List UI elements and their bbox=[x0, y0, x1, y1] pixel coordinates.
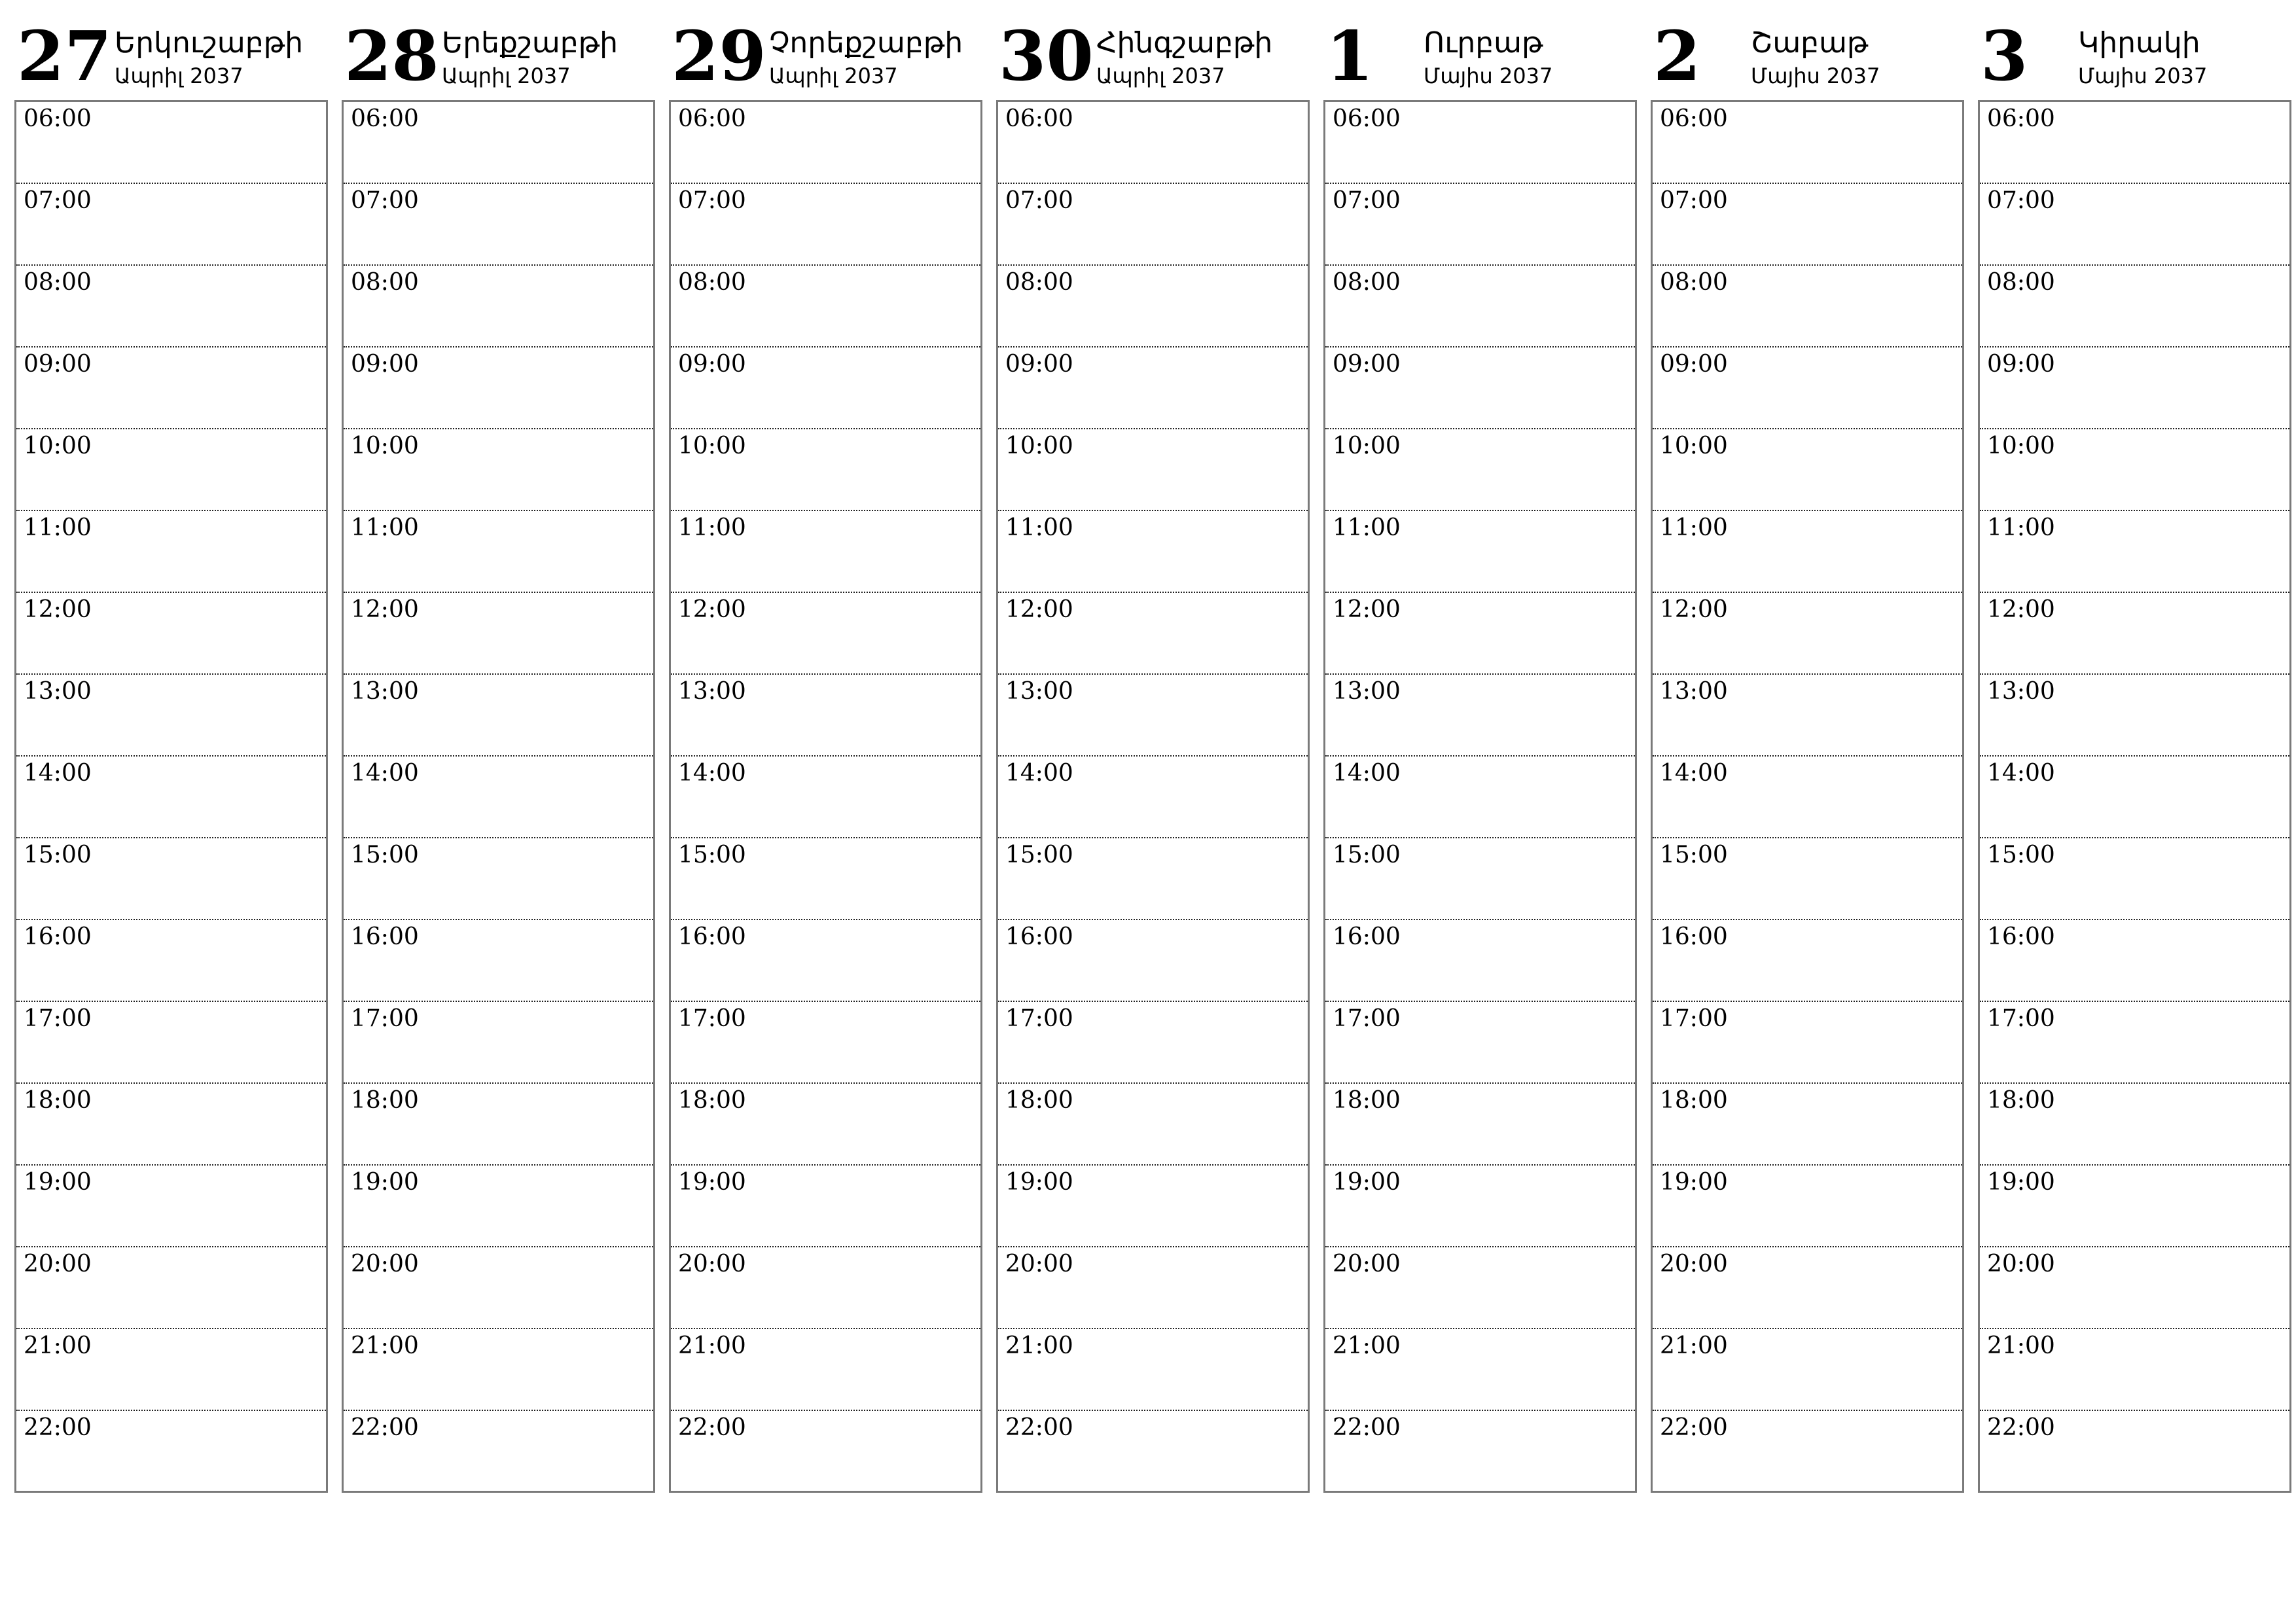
time-slot[interactable]: 21:00 bbox=[671, 1329, 980, 1411]
time-slot[interactable]: 12:00 bbox=[671, 593, 980, 675]
time-slot[interactable]: 18:00 bbox=[16, 1084, 326, 1166]
time-slot[interactable]: 15:00 bbox=[1325, 838, 1635, 920]
day-column bbox=[342, 14, 655, 1493]
time-slot[interactable]: 20:00 bbox=[1653, 1247, 1962, 1329]
time-slot[interactable]: 16:00 bbox=[671, 920, 980, 1002]
time-slot[interactable]: 09:00 bbox=[1325, 348, 1635, 429]
day-number: 2 bbox=[1653, 16, 1701, 96]
time-slot[interactable]: 07:00 bbox=[1325, 184, 1635, 266]
time-slot[interactable]: 15:00 bbox=[16, 838, 326, 920]
time-slots bbox=[996, 100, 1310, 1493]
weekday-label: Ուրբաթ bbox=[1424, 26, 1543, 60]
time-slot[interactable]: 18:00 bbox=[1653, 1084, 1962, 1166]
day-meta bbox=[115, 26, 303, 88]
time-slot[interactable]: 10:00 bbox=[998, 429, 1308, 511]
time-slot[interactable]: 08:00 bbox=[1653, 266, 1962, 348]
day-meta bbox=[1751, 26, 1880, 88]
day-header bbox=[1978, 14, 2291, 100]
day-header bbox=[14, 14, 328, 100]
time-slot[interactable]: 06:00 bbox=[344, 102, 653, 184]
time-slot[interactable]: 08:00 bbox=[344, 266, 653, 348]
time-slot[interactable]: 08:00 bbox=[671, 266, 980, 348]
time-slot[interactable]: 16:00 bbox=[1980, 920, 2289, 1002]
time-slot[interactable]: 11:00 bbox=[1325, 511, 1635, 593]
time-slot[interactable]: 19:00 bbox=[671, 1166, 980, 1247]
time-slot[interactable]: 08:00 bbox=[1980, 266, 2289, 348]
time-slot[interactable]: 06:00 bbox=[1325, 102, 1635, 184]
time-slot[interactable]: 08:00 bbox=[16, 266, 326, 348]
time-slot[interactable]: 12:00 bbox=[1325, 593, 1635, 675]
time-slot[interactable]: 21:00 bbox=[344, 1329, 653, 1411]
time-slots bbox=[342, 100, 655, 1493]
time-slot[interactable]: 18:00 bbox=[344, 1084, 653, 1166]
month-year-label: Ապրիլ 2037 bbox=[1096, 63, 1225, 88]
time-slot[interactable]: 07:00 bbox=[16, 184, 326, 266]
time-slot[interactable]: 12:00 bbox=[998, 593, 1308, 675]
time-slot[interactable]: 18:00 bbox=[1325, 1084, 1635, 1166]
time-slot[interactable]: 17:00 bbox=[1325, 1002, 1635, 1084]
time-slot[interactable]: 12:00 bbox=[344, 593, 653, 675]
time-slot[interactable]: 13:00 bbox=[1325, 675, 1635, 757]
weekday-label: Շաբաթ bbox=[1751, 26, 1869, 60]
time-slot[interactable]: 08:00 bbox=[998, 266, 1308, 348]
time-slot[interactable]: 15:00 bbox=[671, 838, 980, 920]
weekday-label: Հինգշաբթի bbox=[1096, 26, 1273, 60]
time-slot[interactable]: 22:00 bbox=[351, 1414, 419, 1441]
time-slot[interactable]: 19:00 bbox=[1980, 1166, 2289, 1247]
time-slot[interactable]: 07:00 bbox=[671, 184, 980, 266]
time-slot[interactable]: 06:00 bbox=[1980, 102, 2289, 184]
time-slot[interactable]: 14:00 bbox=[1325, 757, 1635, 838]
time-slot[interactable]: 14:00 bbox=[344, 757, 653, 838]
day-number: 29 bbox=[672, 16, 766, 96]
time-slot[interactable]: 16:00 bbox=[1325, 920, 1635, 1002]
time-slot[interactable]: 09:00 bbox=[16, 348, 326, 429]
time-slot[interactable]: 16:00 bbox=[344, 920, 653, 1002]
time-slot[interactable]: 12:00 bbox=[16, 593, 326, 675]
time-slot[interactable]: 14:00 bbox=[16, 757, 326, 838]
day-meta bbox=[1096, 26, 1272, 88]
time-slot[interactable]: 22:00 bbox=[1660, 1414, 1728, 1441]
time-slot[interactable]: 20:00 bbox=[671, 1247, 980, 1329]
time-slot[interactable]: 20:00 bbox=[998, 1247, 1308, 1329]
time-slot[interactable]: 22:00 bbox=[678, 1414, 746, 1441]
time-slots bbox=[1651, 100, 1964, 1493]
time-slot[interactable]: 11:00 bbox=[671, 511, 980, 593]
month-year-label: Մայիս 2037 bbox=[1424, 63, 1553, 88]
time-slot[interactable]: 09:00 bbox=[344, 348, 653, 429]
time-slot[interactable]: 19:00 bbox=[998, 1166, 1308, 1247]
time-slot[interactable]: 13:00 bbox=[1980, 675, 2289, 757]
time-slot[interactable]: 13:00 bbox=[671, 675, 980, 757]
weekday-label: Կիրակի bbox=[2078, 26, 2200, 60]
time-slot[interactable]: 11:00 bbox=[998, 511, 1308, 593]
time-slot[interactable]: 15:00 bbox=[998, 838, 1308, 920]
day-header bbox=[342, 14, 655, 100]
time-slot[interactable]: 21:00 bbox=[1980, 1329, 2289, 1411]
time-slot[interactable]: 18:00 bbox=[1980, 1084, 2289, 1166]
time-slot[interactable]: 21:00 bbox=[1325, 1329, 1635, 1411]
time-slot[interactable]: 17:00 bbox=[16, 1002, 326, 1084]
day-column bbox=[996, 14, 1310, 1493]
time-slot[interactable]: 14:00 bbox=[998, 757, 1308, 838]
time-slot[interactable]: 10:00 bbox=[344, 429, 653, 511]
time-slot[interactable]: 18:00 bbox=[671, 1084, 980, 1166]
time-slot[interactable]: 10:00 bbox=[671, 429, 980, 511]
day-number: 1 bbox=[1326, 16, 1374, 96]
time-slot[interactable]: 18:00 bbox=[998, 1084, 1308, 1166]
day-number: 30 bbox=[999, 16, 1094, 96]
time-slot[interactable]: 19:00 bbox=[1653, 1166, 1962, 1247]
time-slot[interactable]: 22:00 bbox=[1333, 1414, 1401, 1441]
time-slot[interactable]: 07:00 bbox=[1980, 184, 2289, 266]
time-slot[interactable]: 20:00 bbox=[16, 1247, 326, 1329]
time-slot[interactable]: 13:00 bbox=[998, 675, 1308, 757]
time-slot[interactable]: 13:00 bbox=[16, 675, 326, 757]
time-slot[interactable]: 20:00 bbox=[1325, 1247, 1635, 1329]
day-column bbox=[669, 14, 982, 1493]
time-slot[interactable]: 11:00 bbox=[1980, 511, 2289, 593]
weekday-label: Երեքշաբթի bbox=[442, 26, 619, 60]
time-slot[interactable]: 06:00 bbox=[16, 102, 326, 184]
time-slot[interactable]: 10:00 bbox=[1653, 429, 1962, 511]
time-slot[interactable]: 08:00 bbox=[1325, 266, 1635, 348]
time-slot[interactable]: 11:00 bbox=[16, 511, 326, 593]
month-year-label: Ապրիլ 2037 bbox=[115, 63, 243, 88]
time-slot[interactable]: 10:00 bbox=[1980, 429, 2289, 511]
time-slot[interactable]: 21:00 bbox=[998, 1329, 1308, 1411]
time-slot[interactable]: 22:00 bbox=[24, 1414, 92, 1441]
time-slot[interactable]: 16:00 bbox=[1653, 920, 1962, 1002]
time-slot[interactable]: 09:00 bbox=[998, 348, 1308, 429]
day-header bbox=[996, 14, 1310, 100]
month-year-label: Մայիս 2037 bbox=[1751, 63, 1880, 88]
time-slot[interactable]: 12:00 bbox=[1653, 593, 1962, 675]
time-slot[interactable]: 10:00 bbox=[16, 429, 326, 511]
time-slot[interactable]: 15:00 bbox=[1980, 838, 2289, 920]
day-header bbox=[669, 14, 982, 100]
time-slot[interactable]: 15:00 bbox=[1653, 838, 1962, 920]
time-slot[interactable]: 17:00 bbox=[1653, 1002, 1962, 1084]
time-slot[interactable]: 09:00 bbox=[671, 348, 980, 429]
time-slot[interactable]: 14:00 bbox=[1653, 757, 1962, 838]
time-slots bbox=[669, 100, 982, 1493]
day-column bbox=[1323, 14, 1637, 1493]
time-slots bbox=[1978, 100, 2291, 1493]
time-slots bbox=[14, 100, 328, 1493]
day-number: 28 bbox=[344, 16, 439, 96]
time-slot[interactable]: 17:00 bbox=[671, 1002, 980, 1084]
time-slot[interactable]: 13:00 bbox=[1653, 675, 1962, 757]
day-header bbox=[1651, 14, 1964, 100]
time-slot[interactable]: 06:00 bbox=[998, 102, 1308, 184]
time-slot[interactable]: 17:00 bbox=[1980, 1002, 2289, 1084]
time-slot[interactable]: 16:00 bbox=[16, 920, 326, 1002]
day-meta bbox=[769, 26, 963, 88]
weekday-label: Չորեքշաբթի bbox=[769, 26, 963, 60]
time-slot[interactable]: 07:00 bbox=[1653, 184, 1962, 266]
time-slot[interactable]: 19:00 bbox=[1325, 1166, 1635, 1247]
time-slot[interactable]: 14:00 bbox=[671, 757, 980, 838]
day-column bbox=[14, 14, 328, 1493]
time-slot[interactable]: 11:00 bbox=[1653, 511, 1962, 593]
time-slot[interactable]: 07:00 bbox=[998, 184, 1308, 266]
day-meta bbox=[1424, 26, 1552, 88]
weekly-planner bbox=[14, 14, 2291, 1493]
month-year-label: Ապրիլ 2037 bbox=[442, 63, 571, 88]
day-column bbox=[1651, 14, 1964, 1493]
time-slot[interactable]: 07:00 bbox=[344, 184, 653, 266]
time-slot[interactable]: 19:00 bbox=[16, 1166, 326, 1247]
time-slot[interactable]: 09:00 bbox=[1980, 348, 2289, 429]
month-year-label: Մայիս 2037 bbox=[2078, 63, 2208, 88]
time-slot[interactable]: 22:00 bbox=[1987, 1414, 2055, 1441]
time-slot[interactable]: 17:00 bbox=[998, 1002, 1308, 1084]
time-slot[interactable]: 17:00 bbox=[344, 1002, 653, 1084]
day-header bbox=[1323, 14, 1637, 100]
time-slot[interactable]: 06:00 bbox=[1653, 102, 1962, 184]
time-slot[interactable]: 21:00 bbox=[1653, 1329, 1962, 1411]
time-slot[interactable]: 20:00 bbox=[344, 1247, 653, 1329]
time-slot[interactable]: 10:00 bbox=[1325, 429, 1635, 511]
day-column bbox=[1978, 14, 2291, 1493]
time-slot[interactable]: 06:00 bbox=[671, 102, 980, 184]
day-meta bbox=[2078, 26, 2207, 88]
time-slot[interactable]: 19:00 bbox=[344, 1166, 653, 1247]
time-slot[interactable]: 09:00 bbox=[1653, 348, 1962, 429]
time-slot[interactable]: 11:00 bbox=[344, 511, 653, 593]
day-number: 3 bbox=[1981, 16, 2028, 96]
month-year-label: Ապրիլ 2037 bbox=[769, 63, 898, 88]
time-slots bbox=[1323, 100, 1637, 1493]
time-slot[interactable]: 15:00 bbox=[344, 838, 653, 920]
time-slot[interactable]: 14:00 bbox=[1980, 757, 2289, 838]
day-number: 27 bbox=[17, 16, 112, 96]
time-slot[interactable]: 16:00 bbox=[998, 920, 1308, 1002]
time-slot[interactable]: 21:00 bbox=[16, 1329, 326, 1411]
weekday-label: Երկուշաբթի bbox=[115, 26, 304, 60]
day-meta bbox=[442, 26, 618, 88]
time-slot[interactable]: 22:00 bbox=[1005, 1414, 1073, 1441]
time-slot[interactable]: 12:00 bbox=[1980, 593, 2289, 675]
time-slot[interactable]: 13:00 bbox=[344, 675, 653, 757]
time-slot[interactable]: 20:00 bbox=[1980, 1247, 2289, 1329]
